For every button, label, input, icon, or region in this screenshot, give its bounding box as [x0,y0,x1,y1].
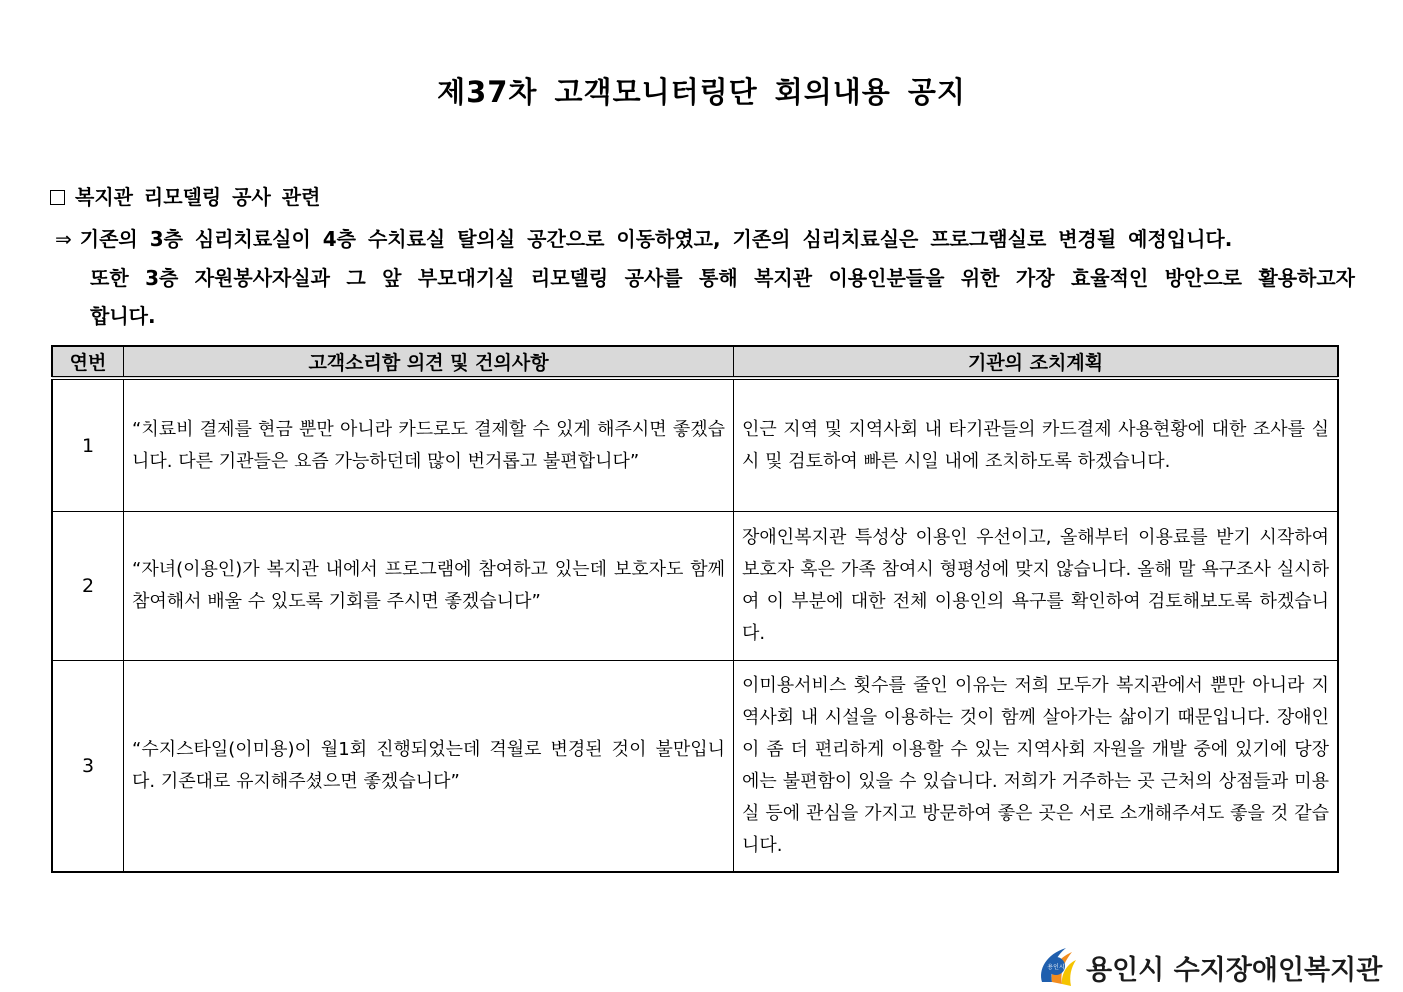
yongin-city-emblem-icon [1036,942,1082,988]
body-line-2: 또한 3층 자원봉사자실과 그 앞 부모대기실 리모델링 공사를 통해 복지관 이용인분들을 위한 가장 효율적인 방안으로 활용하고자 [90,265,1355,290]
feedback-table [51,345,1339,873]
row-plan: 이미용서비스 횟수를 줄인 이유는 저희 모두가 복지관에서 뿐만 아니라 지역사회 내 시설을 이용하는 것이 함께 살아가는 삶이기 때문입니다. 장애인이 좀 더 편리하게 이용할 수 있는 지역사회 자원을 개발 중에 있기에 당장에는 불편함이 있을 수 있습니다. 저희가 거주하는 곳 근처의 상점들과 미용실 등에 관심을 가지고 방문하여 좋은 곳은 서로 소개해주셔도 좋을 것 같습니다. [734,661,1339,873]
row-number: 2 [52,512,124,661]
row-plan: 인근 지역 및 지역사회 내 타기관들의 카드결제 사용현황에 대한 조사를 실시 및 검토하여 빠른 시일 내에 조치하도록 하겠습니다. [734,378,1339,512]
table-row [52,661,1338,873]
checkbox-square-icon [50,190,65,205]
table-header-row [52,346,1338,378]
row-number: 1 [52,378,124,512]
body-line-3: 합니다. [90,304,156,328]
header-opinion: 고객소리함 의견 및 건의사항 [124,346,734,378]
organization-name: 용인시 수지장애인복지관 [1086,955,1383,986]
table-row [52,378,1338,512]
arrow-icon: ⇒ [55,227,72,251]
section-body [55,220,1355,336]
body-line-1-text: 기존의 3층 심리치료실이 4층 수치료실 탈의실 공간으로 이동하였고, 기존의 심리치료실은 프로그램실로 변경될 예정입니다. [79,227,1233,251]
header-plan: 기관의 조치계획 [734,346,1339,378]
svg-text:용인시: 용인시 [1047,964,1065,971]
row-opinion: “치료비 결제를 현금 뿐만 아니라 카드로도 결제할 수 있게 해주시면 좋겠습니다. 다른 기관들은 요즘 가능하던데 많이 번거롭고 불편합니다” [124,378,734,512]
row-opinion: “수지스타일(이미용)이 월1회 진행되었는데 격월로 변경된 것이 불만입니다. 기존대로 유지해주셨으면 좋겠습니다” [124,661,734,873]
row-number: 3 [52,661,124,873]
body-line-1 [55,220,1355,259]
section-heading [50,181,320,210]
page-title: 제37차 고객모니터링단 회의내용 공지 [437,75,966,109]
table-row [52,512,1338,661]
organization-logo [1036,942,1383,988]
row-plan: 장애인복지관 특성상 이용인 우선이고, 올해부터 이용료를 받기 시작하여 보호자 혹은 가족 참여시 형평성에 맞지 않습니다. 올해 말 욕구조사 실시하여 이 부분에 대한 전체 이용인의 욕구를 확인하여 검토해보도록 하겠습니다. [734,512,1339,661]
row-opinion: “자녀(이용인)가 복지관 내에서 프로그램에 참여하고 있는데 보호자도 함께 참여해서 배울 수 있도록 기회를 주시면 좋겠습니다” [124,512,734,661]
header-number: 연번 [52,346,124,378]
section-heading-text: 복지관 리모델링 공사 관련 [75,185,321,209]
